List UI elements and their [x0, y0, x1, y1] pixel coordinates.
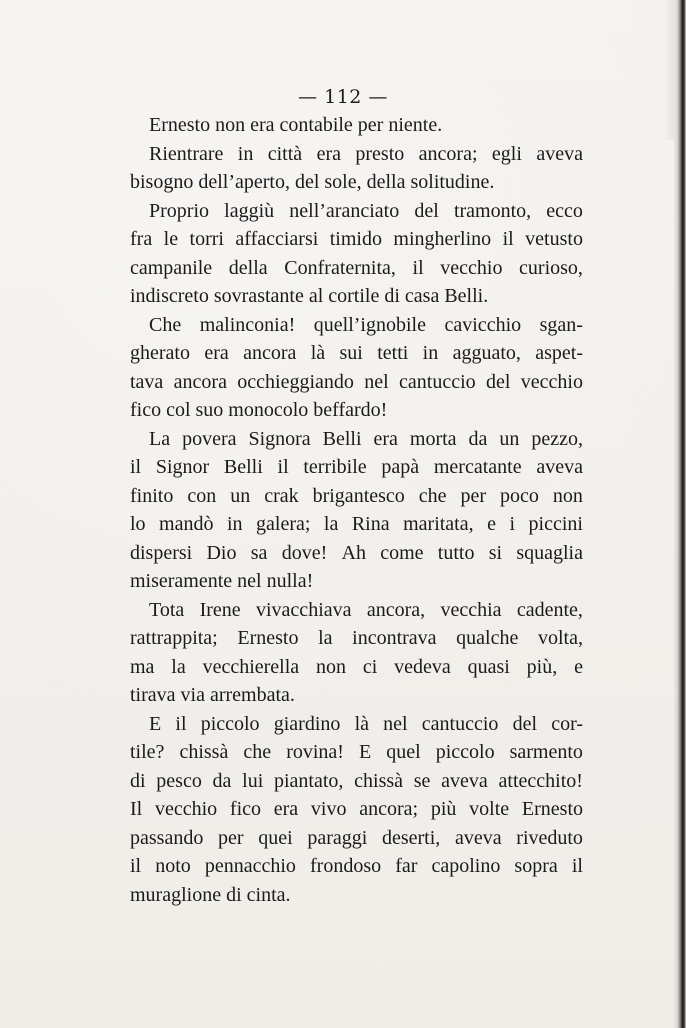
word: mercatante [433, 456, 522, 478]
text-line [130, 510, 583, 539]
word: era [273, 798, 299, 820]
word: sa [250, 541, 268, 564]
word: per [218, 826, 244, 849]
text-line [130, 795, 583, 824]
word: chissà [179, 741, 229, 763]
text-line: miseramente nel nulla! [130, 570, 314, 592]
word: non [316, 655, 346, 678]
word: fra [130, 228, 153, 250]
word: tramonto, [453, 199, 532, 222]
word: poco [500, 484, 539, 507]
word: del [414, 199, 439, 222]
word: città [267, 142, 303, 165]
text-line [130, 624, 583, 653]
word: la [171, 655, 186, 678]
word: volte [469, 798, 510, 820]
word: qualche [456, 627, 519, 649]
word: passando [130, 826, 204, 849]
text-line [130, 254, 583, 283]
word: il [571, 855, 583, 877]
word: quell’ignobile [313, 313, 426, 336]
text-line [130, 453, 583, 482]
word: ancora [173, 370, 227, 393]
word: sgan- [539, 313, 583, 336]
word: E [149, 712, 162, 735]
word: morta [409, 427, 457, 450]
text-line [130, 824, 583, 853]
word: come [380, 541, 424, 564]
word: quasi [467, 655, 510, 678]
word: campanile [130, 256, 213, 279]
word: del [512, 712, 538, 735]
word: più, [526, 655, 558, 678]
word: attecchito! [498, 769, 583, 792]
word: aveva [454, 826, 502, 849]
word: e [487, 513, 496, 535]
word: aspet- [535, 342, 583, 364]
word: cantuccio [399, 370, 476, 393]
word: sui [339, 342, 363, 364]
text-line [130, 539, 583, 568]
text-line [130, 225, 583, 254]
word: aveva [536, 456, 583, 478]
word: vivacchiava [256, 598, 352, 621]
word: paraggi [307, 826, 368, 849]
word: noto [155, 855, 191, 877]
word: agguato, [452, 342, 521, 364]
word: Rientrare [149, 142, 224, 165]
word: tutto [437, 541, 475, 564]
word: ancora, [366, 598, 426, 621]
word: la [318, 627, 333, 649]
text-line [130, 710, 583, 739]
word: incontrava [352, 627, 437, 649]
word: presto [355, 142, 405, 165]
word: era [316, 142, 341, 165]
word: il [412, 256, 424, 279]
word: egli [491, 142, 522, 165]
word: pezzo, [531, 427, 583, 450]
word: là [354, 712, 369, 735]
word: riveduto [516, 826, 583, 849]
word: mingherlino [393, 228, 492, 250]
text-line [130, 197, 583, 226]
text-line: Ernesto non era contabile per niente. [149, 114, 443, 136]
word: aveva [441, 769, 488, 792]
text-line [130, 311, 583, 340]
word: dispersi [130, 541, 193, 564]
word: cor- [551, 712, 583, 735]
word: Signora [248, 427, 311, 450]
word: ancora [243, 342, 297, 364]
word: ecco [546, 199, 583, 222]
word: Rina [351, 513, 390, 535]
word: vedeva [394, 655, 451, 678]
word: squaglia [516, 541, 583, 564]
text-line [130, 596, 583, 625]
word: lui [242, 769, 264, 792]
word: vecchierella [202, 655, 300, 678]
word: che [418, 484, 447, 507]
word: mandò [159, 513, 214, 535]
text-line [130, 738, 583, 767]
word: deserti, [381, 826, 441, 849]
word: piantato, [274, 769, 344, 792]
word: fico [229, 798, 261, 820]
word: gherato [130, 342, 190, 364]
word: nel [364, 370, 389, 393]
text-line: fico col suo monocolo beffardo! [130, 399, 388, 421]
word: ancora; [418, 142, 478, 165]
word: far [395, 855, 418, 877]
word: torri [189, 228, 224, 250]
word: la [323, 513, 339, 535]
word: che [243, 741, 272, 763]
word: nel [383, 712, 408, 735]
word: il [277, 456, 289, 478]
word: Che [149, 313, 182, 336]
text-line: bisogno dell’aperto, del sole, della solitudine. [130, 171, 495, 193]
word: ma [130, 655, 155, 678]
word: Il [130, 798, 143, 820]
page-edge-shadow [664, 0, 674, 140]
text-line [130, 425, 583, 454]
word: frondoso [310, 855, 382, 877]
word: tava [130, 370, 164, 393]
word: curioso, [519, 256, 583, 279]
word: dove! [281, 541, 328, 564]
word: lo [130, 513, 146, 535]
page-binding-edge [674, 0, 686, 1028]
word: il [502, 228, 514, 250]
word: della [228, 256, 268, 279]
word: Confraternita, [284, 256, 396, 279]
text-line [130, 482, 583, 511]
word: il [130, 456, 142, 478]
word: Belli [223, 456, 263, 478]
word: quei [258, 826, 293, 849]
page-number: — 112 — [298, 86, 388, 108]
word: laggiù [224, 199, 275, 222]
word: terribile [303, 456, 367, 478]
word: Proprio [149, 199, 209, 222]
text-line [130, 339, 583, 368]
text-line [130, 653, 583, 682]
word: aveva [536, 142, 583, 165]
word: là [310, 342, 326, 364]
text-line: indiscreto sovrastante al cortile di casa Belli. [130, 285, 489, 307]
word: ci [362, 655, 378, 678]
word: i [509, 513, 516, 535]
word: da [468, 427, 488, 450]
body-text [130, 111, 583, 909]
word: Ernesto [237, 627, 299, 649]
word: galera; [256, 513, 311, 535]
word: piccolo [435, 741, 495, 763]
word: ancora; [359, 798, 419, 820]
word: volta, [537, 627, 583, 649]
text-line [130, 852, 583, 881]
word: nell’aranciato [289, 199, 400, 222]
word: vecchio [440, 256, 503, 279]
word: un [499, 427, 520, 450]
word: Ah [341, 541, 366, 564]
word: sopra [514, 855, 558, 877]
word: non [552, 484, 583, 507]
word: cantuccio [421, 712, 499, 735]
word: affacciarsi [235, 228, 319, 250]
word: vecchio [520, 370, 583, 393]
word: per [460, 484, 487, 507]
word: vecchia [440, 598, 502, 621]
word: chissà [354, 769, 404, 792]
word: le [163, 228, 179, 250]
word: vivo [310, 798, 347, 820]
word: cavicchio [444, 313, 522, 336]
word: tetti [377, 342, 409, 364]
word: occhieggiando [237, 370, 354, 393]
word: di [130, 769, 146, 792]
word: il [175, 712, 187, 735]
word: papà [381, 456, 420, 478]
word: Irene [199, 598, 241, 621]
word: da [212, 769, 232, 792]
word: sarmento [509, 741, 583, 763]
word: in [226, 513, 243, 535]
word: La [149, 427, 171, 450]
text-line: muraglione di cinta. [130, 883, 291, 906]
word: timido [329, 228, 382, 250]
word: Ernesto [521, 798, 583, 820]
word: si [488, 541, 503, 564]
word: più [430, 798, 457, 820]
word: Dio [206, 541, 237, 564]
word: quel [386, 741, 421, 763]
word: in [422, 342, 439, 364]
word: giardino [273, 712, 341, 735]
word: un [230, 484, 251, 507]
word: povera [182, 427, 237, 450]
word: pennacchio [204, 855, 296, 877]
text-line [130, 767, 583, 796]
word: con [187, 484, 217, 507]
word: piccolo [200, 712, 260, 735]
word: era [373, 427, 398, 450]
word: pesco [156, 769, 202, 792]
word: brigantesco [312, 484, 405, 507]
word: rattrappita; [130, 627, 218, 649]
word: vetusto [525, 228, 583, 250]
word: Signor [155, 456, 210, 478]
word: e [574, 655, 583, 678]
word: capolino [431, 855, 501, 877]
word: finito [130, 484, 174, 507]
word: E [358, 741, 372, 763]
text-line [130, 368, 583, 397]
word: Tota [149, 598, 185, 621]
word: vecchio [154, 798, 218, 820]
word: Belli [322, 427, 362, 450]
word: del [486, 370, 511, 393]
word: crak [264, 484, 299, 507]
word: rovina! [286, 741, 344, 763]
word: era [204, 342, 229, 364]
word: maritata, [403, 513, 474, 535]
word: malinconia! [199, 313, 296, 336]
text-line [130, 140, 583, 169]
text-line: tirava via arrembata. [130, 684, 295, 706]
word: in [237, 142, 254, 165]
word: il [130, 855, 142, 877]
word: se [413, 769, 431, 792]
word: cadente, [516, 598, 583, 621]
word: piccini [528, 513, 583, 535]
word: tile? [130, 741, 165, 763]
